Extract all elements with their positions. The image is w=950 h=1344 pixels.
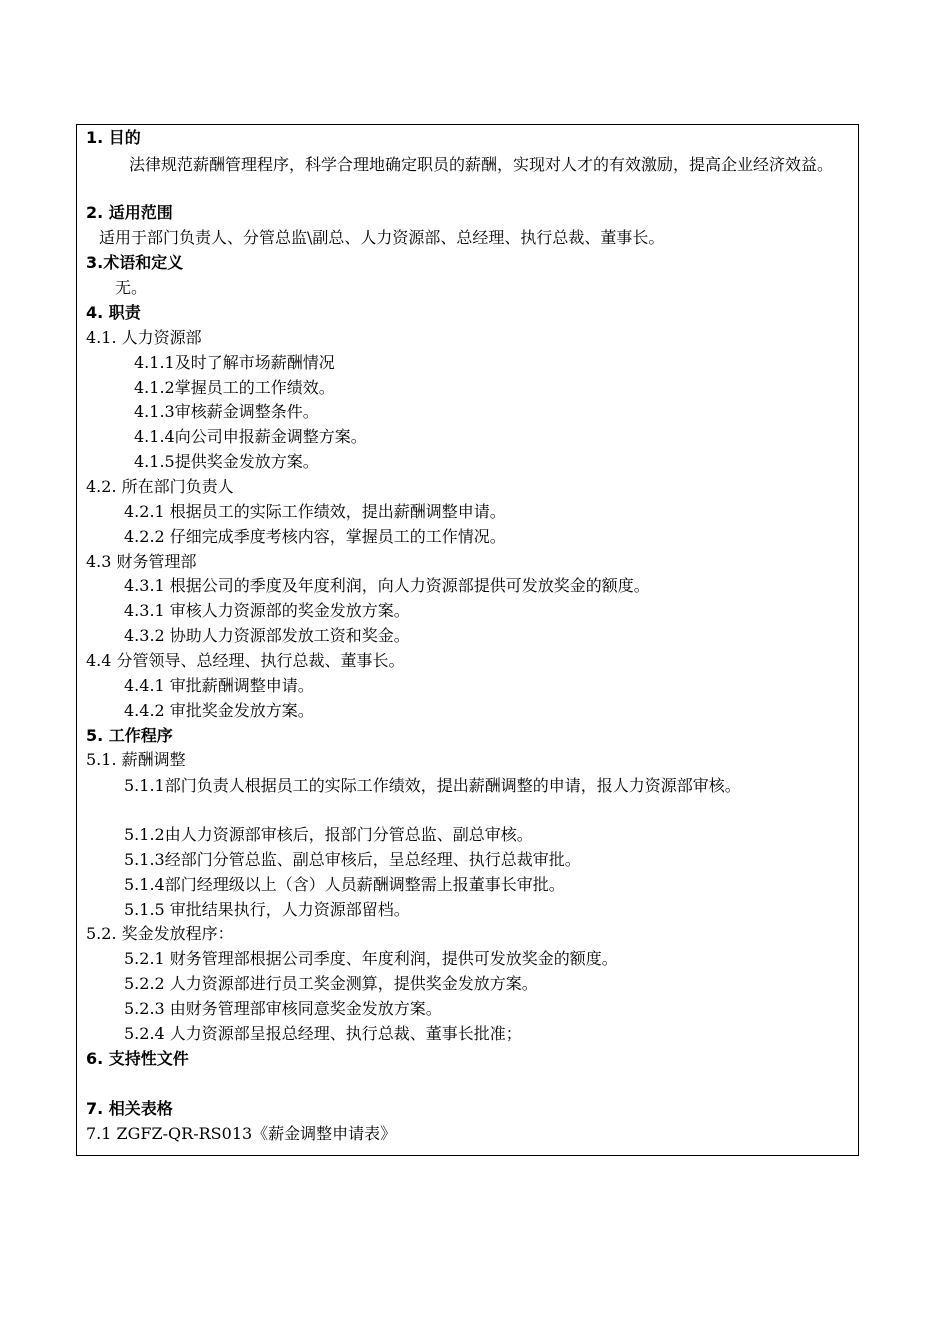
section-4-heading: 4. 职责 xyxy=(86,303,141,322)
section-5-heading: 5. 工作程序 xyxy=(86,726,173,745)
section-6-heading: 6. 支持性文件 xyxy=(86,1049,189,1068)
list-item: 5.1.5 审批结果执行，人力资源部留档。 xyxy=(124,900,410,919)
list-item: 5.2.1 财务管理部根据公司季度、年度利润，提供可发放奖金的额度。 xyxy=(124,949,618,968)
section-3-body: 无。 xyxy=(115,278,148,297)
list-item: 4.1.3审核薪金调整条件。 xyxy=(134,402,319,421)
subsection-5-1-title: 5.1. 薪酬调整 xyxy=(86,750,186,769)
list-item: 4.3.2 协助人力资源部发放工资和奖金。 xyxy=(124,626,410,645)
subsection-4-2-title: 4.2. 所在部门负责人 xyxy=(86,477,234,496)
paragraph-5-1-1: 5.1.1部门负责人根据员工的实际工作绩效，提出薪酬调整的申请，报人力资源部审核。 xyxy=(124,776,741,795)
list-item: 4.3.1 审核人力资源部的奖金发放方案。 xyxy=(124,601,410,620)
list-item: 5.2.4 人力资源部呈报总经理、执行总裁、董事长批准； xyxy=(124,1024,522,1043)
list-item: 5.2.2 人力资源部进行员工奖金测算，提供奖金发放方案。 xyxy=(124,974,538,993)
list-item: 4.2.2 仔细完成季度考核内容，掌握员工的工作情况。 xyxy=(124,527,506,546)
subsection-4-4-title: 4.4 分管领导、总经理、执行总裁、董事长。 xyxy=(86,651,405,670)
list-item: 5.1.2由人力资源部审核后，报部门分管总监、副总审核。 xyxy=(124,825,533,844)
list-item: 4.4.2 审批奖金发放方案。 xyxy=(124,701,314,720)
section-3-heading: 3.术语和定义 xyxy=(86,253,184,272)
list-item: 4.3.1 根据公司的季度及年度利润，向人力资源部提供可发放奖金的额度。 xyxy=(124,576,650,595)
list-item: 7.1 ZGFZ-QR-RS013《薪金调整申请表》 xyxy=(86,1124,397,1143)
list-item: 4.1.2掌握员工的工作绩效。 xyxy=(134,378,335,397)
subsection-4-3-title: 4.3 财务管理部 xyxy=(86,552,197,571)
subsection-5-2-title: 5.2. 奖金发放程序： xyxy=(86,924,234,943)
list-item: 4.1.1及时了解市场薪酬情况 xyxy=(134,353,335,372)
list-item: 5.1.4部门经理级以上（含）人员薪酬调整需上报董事长审批。 xyxy=(124,875,565,894)
list-item: 4.4.1 审批薪酬调整申请。 xyxy=(124,676,314,695)
list-item: 4.1.4向公司申报薪金调整方案。 xyxy=(134,427,367,446)
list-item: 4.1.5提供奖金发放方案。 xyxy=(134,452,319,471)
section-2-heading: 2. 适用范围 xyxy=(86,203,173,222)
list-item: 5.2.3 由财务管理部审核同意奖金发放方案。 xyxy=(124,999,442,1018)
subsection-4-1-title: 4.1. 人力资源部 xyxy=(86,328,202,347)
section-2-body: 适用于部门负责人、分管总监\副总、人力资源部、总经理、执行总裁、董事长。 xyxy=(99,228,665,247)
section-1-body: 法律规范薪酬管理程序，科学合理地确定职员的薪酬，实现对人才的有效激励，提高企业经济效益。 xyxy=(129,155,834,174)
section-7-heading: 7. 相关表格 xyxy=(86,1099,173,1118)
document-frame xyxy=(76,124,859,1156)
section-1-heading: 1. 目的 xyxy=(86,128,141,147)
list-item: 5.1.3经部门分管总监、副总审核后，呈总经理、执行总裁审批。 xyxy=(124,850,581,869)
list-item: 4.2.1 根据员工的实际工作绩效，提出薪酬调整申请。 xyxy=(124,502,506,521)
